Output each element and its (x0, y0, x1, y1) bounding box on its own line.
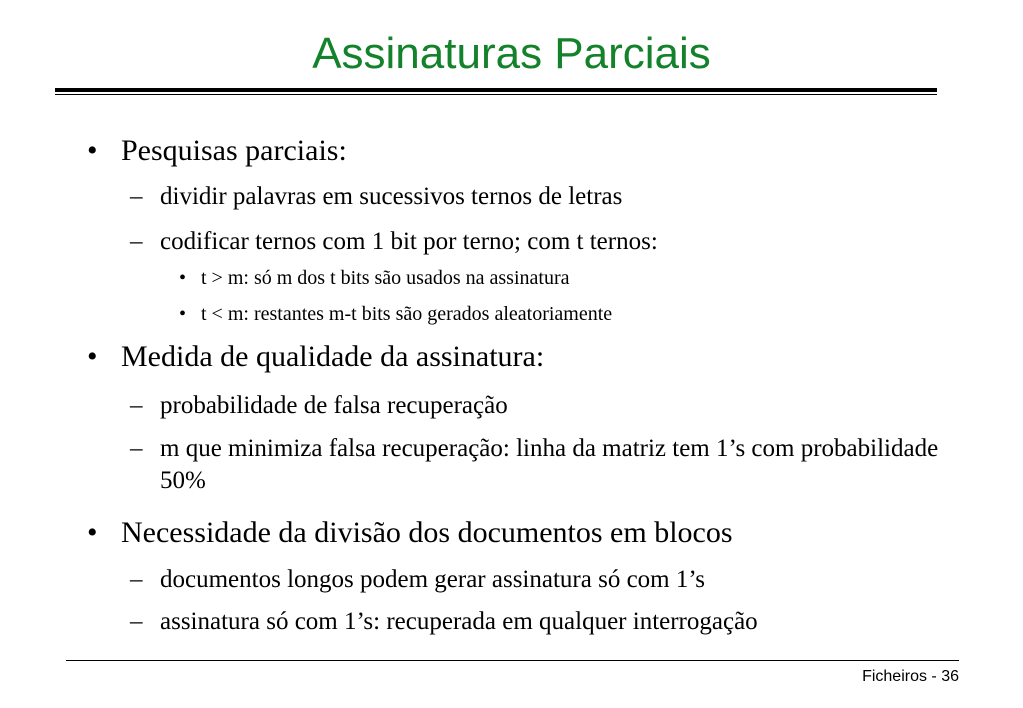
sub-sub-bullet-text: t > m: só m dos t bits são usados na assinatura (201, 267, 570, 289)
sub-bullet-text: codificar ternos com 1 bit por terno; com t ternos: (160, 228, 658, 255)
bullet-pesquisas-parciais (87, 133, 347, 169)
bullet-text: Necessidade da divisão dos documentos em blocos (121, 516, 733, 549)
sub-bullet-m-minimiza (130, 433, 950, 497)
bullet-text: Pesquisas parciais: (121, 134, 347, 167)
sub-bullet-dividir-palavras (130, 181, 950, 213)
bullet-medida-qualidade (87, 339, 545, 375)
sub-bullet-probabilidade (130, 390, 950, 422)
sub-sub-bullet-t-greater-m (179, 265, 570, 291)
bullet-marker: • (87, 516, 98, 549)
sub-bullet-text: documentos longos podem gerar assinatura só com 1’s (160, 566, 706, 593)
sub-bullet-codificar-ternos (130, 226, 950, 258)
dash-marker: – (130, 608, 143, 635)
dash-marker: – (130, 228, 143, 255)
sub-bullet-text: assinatura só com 1’s: recuperada em qualquer interrogação (160, 608, 758, 635)
sub-sub-bullet-t-less-m (179, 301, 613, 327)
dash-marker: – (130, 566, 143, 593)
bullet-necessidade-divisao (87, 515, 733, 551)
footer-divider (66, 660, 959, 661)
dash-marker: – (130, 183, 143, 210)
slide-title: Assinaturas Parciais (312, 29, 711, 78)
dash-marker: – (130, 392, 143, 419)
sub-sub-bullet-text: t < m: restantes m-t bits são gerados aleatoriamente (201, 303, 613, 325)
bullet-marker: • (179, 267, 187, 289)
bullet-text: Medida de qualidade da assinatura: (121, 340, 545, 373)
sub-bullet-documentos-longos (130, 564, 950, 596)
bullet-marker: • (87, 340, 98, 373)
bullet-marker: • (87, 134, 98, 167)
sub-bullet-text: dividir palavras em sucessivos ternos de letras (160, 183, 623, 210)
bullet-marker: • (179, 303, 187, 325)
slide-footer: Ficheiros - 36 (862, 668, 959, 685)
sub-bullet-assinatura-recuperada (130, 606, 950, 638)
dash-marker: – (130, 435, 143, 462)
sub-bullet-text: probabilidade de falsa recuperação (160, 392, 508, 419)
sub-bullet-text: m que minimiza falsa recuperação: linha da matriz tem 1’s com probabilidade 50% (160, 435, 939, 494)
